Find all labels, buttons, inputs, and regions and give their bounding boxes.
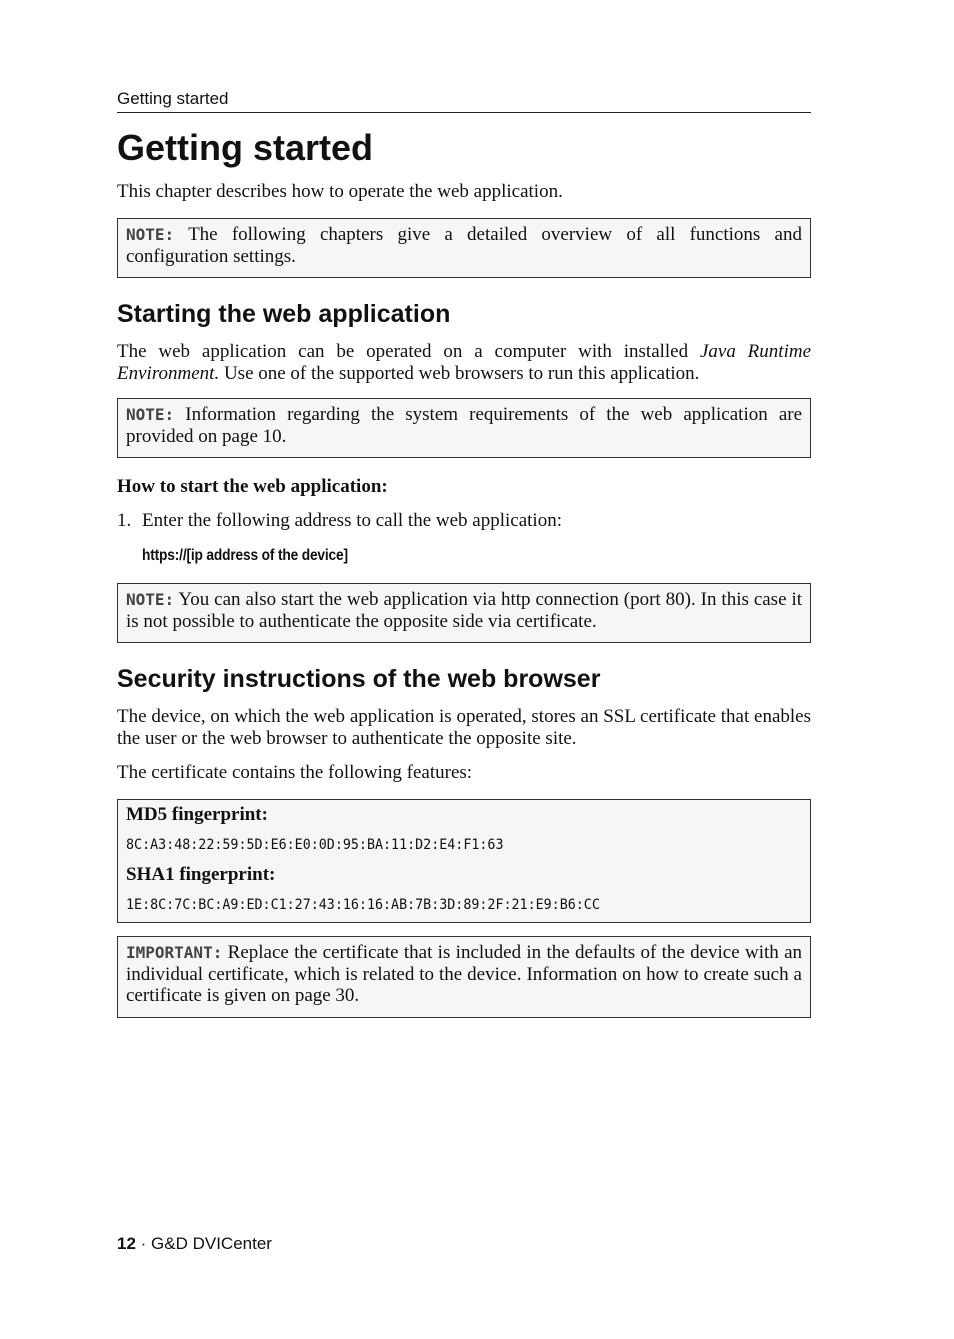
section-title-security: Security instructions of the web browser	[117, 665, 601, 693]
web-address: https://[ip address of the device]	[142, 547, 348, 564]
sha1-label: SHA1 fingerprint:	[126, 864, 276, 885]
section2-paragraph-1: The device, on which the web application is operated, stores an SSL certificate that enables the user or the web browser to authenticate the opposite site.	[117, 706, 811, 749]
section2-paragraph-2: The certificate contains the following features:	[117, 762, 473, 783]
fingerprint-box	[117, 799, 811, 923]
md5-label: MD5 fingerprint:	[126, 804, 268, 825]
important-label: IMPORTANT:	[126, 943, 223, 962]
note-box-1	[117, 218, 811, 278]
step-number: 1.	[117, 510, 132, 531]
howto-title: How to start the web application:	[117, 476, 388, 497]
note-box-2	[117, 398, 811, 458]
section1-text-after: Use one of the supported web browsers to run this application.	[219, 362, 700, 384]
section1-text-before: The web application can be operated on a computer with installed	[117, 341, 700, 362]
step-1	[117, 510, 562, 532]
page-number: 12	[117, 1234, 136, 1253]
md5-value: 8C:A3:48:22:59:5D:E6:E0:0D:95:BA:11:D2:E4:F1:63	[126, 837, 504, 853]
note-label: NOTE:	[126, 225, 175, 244]
note-text: You can also start the web application via http connection (port 80). In this case it is not possible to authenticate the opposite side via certificate.	[126, 589, 803, 632]
section-title-starting: Starting the web application	[117, 300, 451, 328]
product-name: G&D DVICenter	[151, 1234, 272, 1253]
note-label: NOTE:	[126, 590, 175, 609]
note-label: NOTE:	[126, 405, 175, 424]
step-text: Enter the following address to call the web application:	[142, 510, 562, 531]
important-text: Replace the certificate that is included in the defaults of the device with an individual certificate, which is related to the device. Information on how to create such a certificate is given on page 30.	[126, 942, 802, 1006]
sha1-value: 1E:8C:7C:BC:A9:ED:C1:27:43:16:16:AB:7B:3D:89:2F:21:E9:B6:CC	[126, 897, 600, 913]
intro-paragraph: This chapter describes how to operate the web application.	[117, 181, 563, 202]
page-footer	[117, 1233, 272, 1255]
footer-separator: ·	[135, 1234, 152, 1253]
section1-paragraph	[117, 341, 811, 384]
important-box	[117, 936, 811, 1018]
note-box-3	[117, 583, 811, 643]
note-text: The following chapters give a detailed overview of all functions and configuration settings.	[126, 224, 802, 267]
section1-text-italic: Java Runtime Environment.	[117, 341, 811, 384]
running-header: Getting started	[117, 88, 811, 113]
note-text: Information regarding the system requirements of the web application are provided on page 10.	[126, 404, 803, 447]
chapter-title: Getting started	[117, 127, 374, 168]
